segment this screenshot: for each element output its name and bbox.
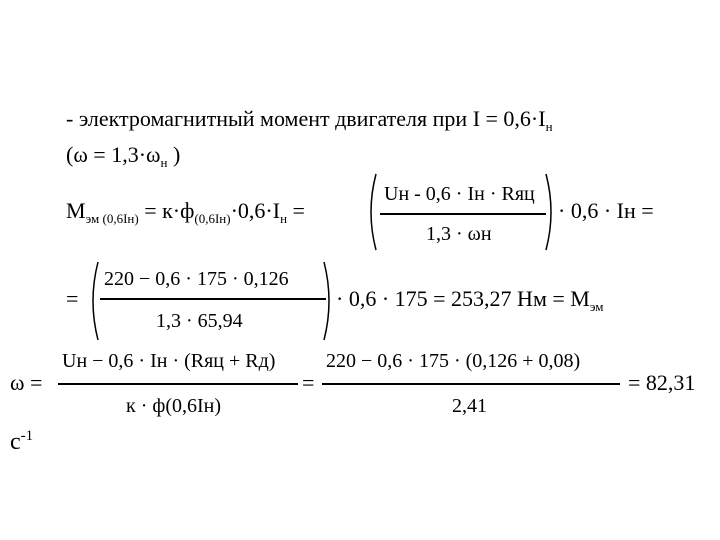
unit-sup: -1: [20, 428, 34, 444]
eq1-lhs-sub: эм (0,6Iн): [85, 211, 139, 226]
intro-line-2-text: (ω = 1,3·ω: [66, 142, 161, 167]
eq1-right-paren: [544, 172, 558, 252]
eq2-tail-sub: эм: [589, 299, 604, 314]
unit-base: с: [10, 429, 21, 455]
eq1-mid-sub: н: [280, 211, 288, 226]
eq1-mid: ·0,6·I: [230, 198, 281, 223]
eq2-left-paren: [86, 260, 100, 342]
eq2-fraction-bar: [100, 298, 326, 300]
eq3-fraction-bar-1: [58, 383, 298, 385]
eq1-denominator: 1,3 · ωн: [426, 223, 492, 245]
intro-line-1-sub: н: [545, 119, 553, 134]
eq2-tail-text: · 0,6 · 175 = 253,27 Нм = М: [336, 286, 590, 311]
intro-line-2-sub: н: [160, 155, 168, 170]
eq2-denominator: 1,3 · 65,94: [156, 310, 243, 332]
intro-line-2-end: ): [167, 142, 181, 167]
eq1-numerator: Uн - 0,6 · Iн · Rяц: [384, 183, 535, 205]
eq1-fraction-bar: [380, 213, 546, 215]
eq1-phi-sub: (0,6Iн): [194, 211, 231, 226]
intro-line-1: [66, 106, 553, 132]
eq1-after: · 0,6 · Iн =: [558, 198, 654, 223]
eq3-denominator-1: к · ф(0,6Iн): [126, 395, 222, 417]
eq2-numerator: 220 − 0,6 · 175 · 0,126: [104, 268, 289, 290]
eq2-lead: =: [66, 286, 79, 311]
intro-line-1-text: - электромагнитный момент двигателя при I = 0,6·I: [66, 106, 546, 131]
eq3-fraction-bar-2: [322, 383, 620, 385]
eq2-tail: [336, 286, 604, 312]
eq1-left-paren: [364, 172, 378, 252]
eq1-lhs-main: М: [66, 198, 86, 223]
eq1-eq: = к·ф: [138, 198, 195, 223]
eq2-right-paren: [322, 260, 336, 342]
eq3-result: = 82,31: [628, 370, 696, 395]
eq3-lhs: ω =: [10, 370, 43, 395]
eq3-numerator-2: 220 − 0,6 · 175 · (0,126 + 0,08): [326, 350, 581, 372]
eq1-lhs: [66, 198, 305, 224]
intro-line-2: [66, 142, 180, 168]
eq1-eq2: =: [287, 198, 305, 223]
eq3-denominator-2: 2,41: [452, 395, 487, 417]
eq3-numerator-1: Uн − 0,6 · Iн · (Rяц + Rд): [62, 350, 276, 372]
unit: [10, 428, 33, 456]
eq3-eq-mid: =: [302, 370, 315, 395]
